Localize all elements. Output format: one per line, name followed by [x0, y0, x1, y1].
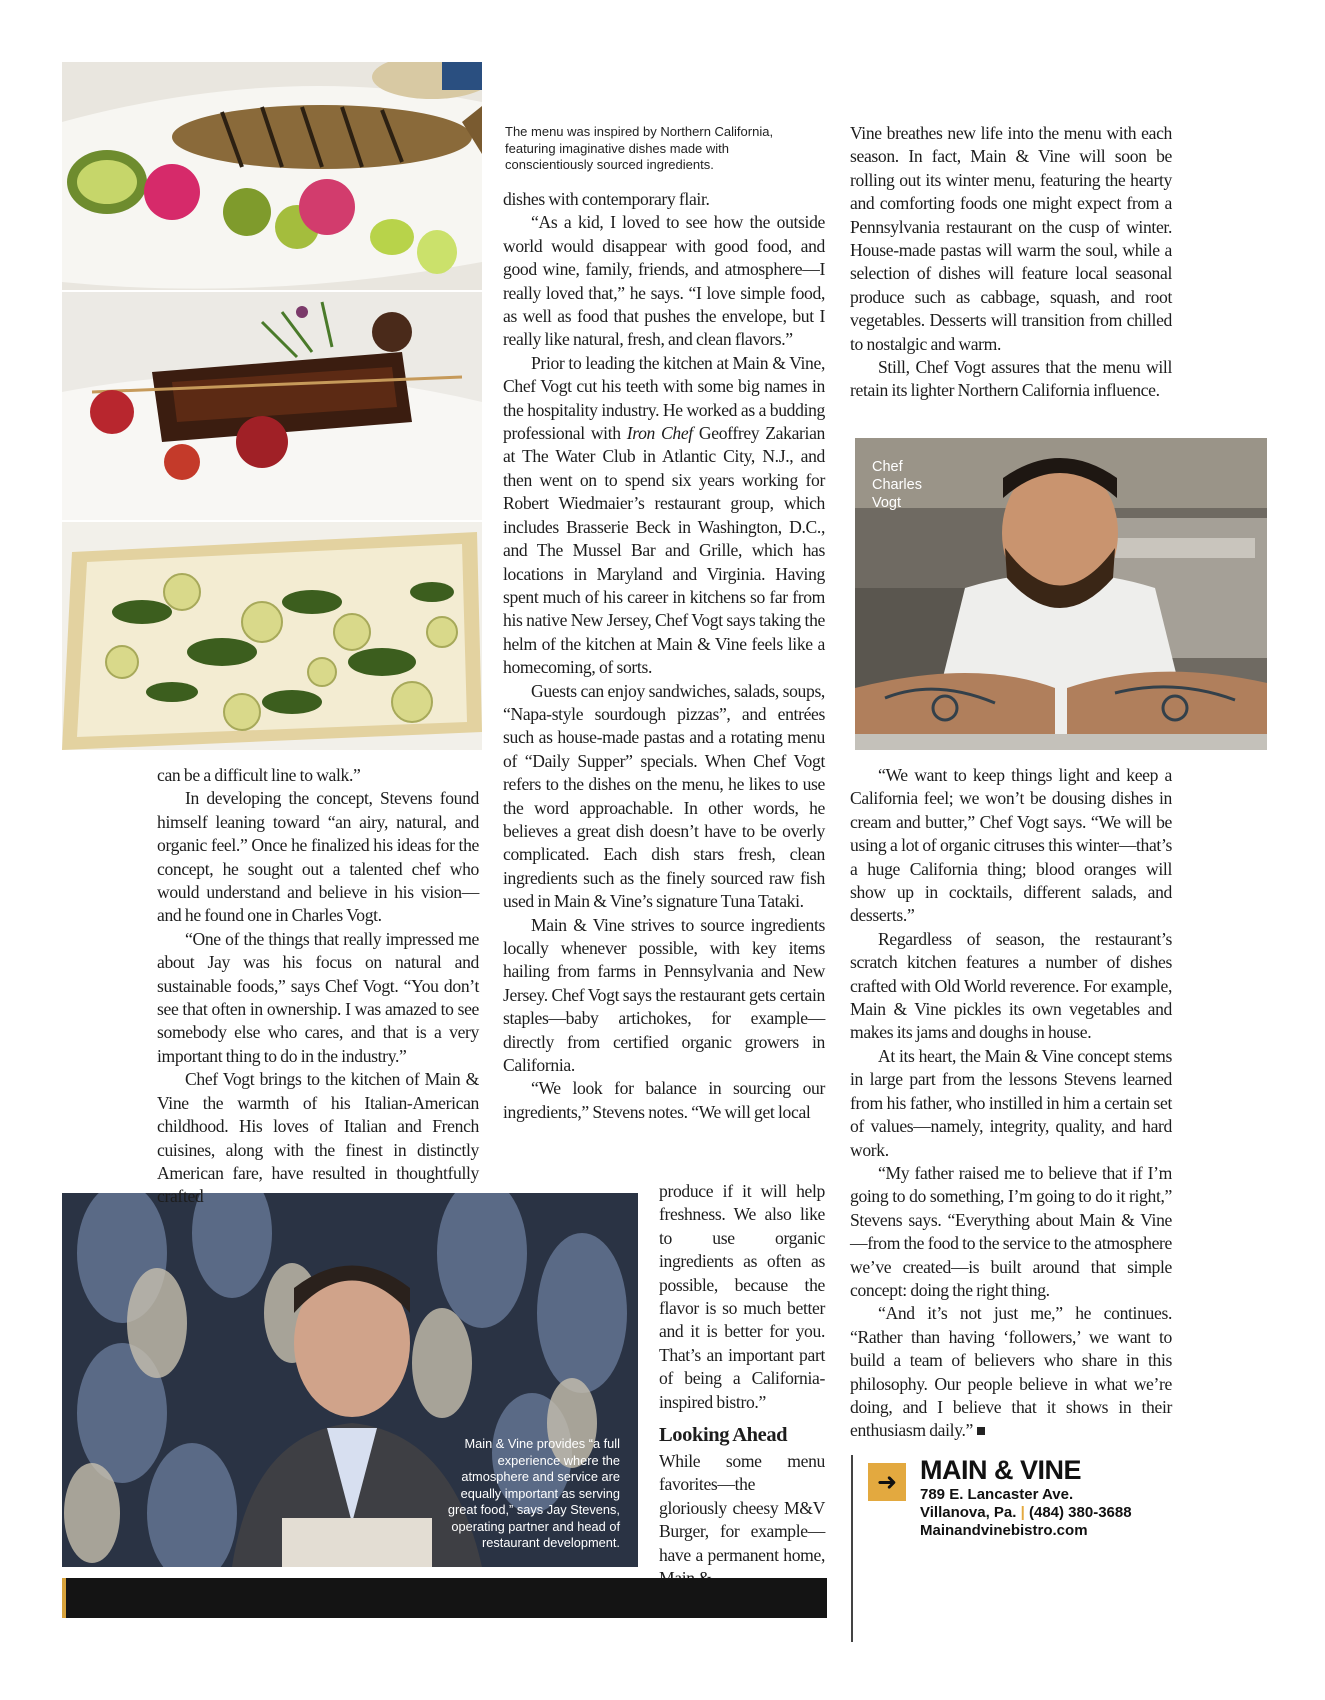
- restaurant-city-phone: [920, 1504, 1132, 1522]
- article-column-2-continued: [659, 1180, 825, 1591]
- article-column-3-lower: [850, 764, 1172, 1443]
- paragraph: produce if it will help freshness. We also like to use organic ingredients as often as possible, because the flavor is so much better and it is better for you. That’s an important part of being a California-inspired bistro.”: [659, 1181, 825, 1412]
- photo-grilled-skewer: [62, 292, 482, 520]
- article-column-3: [850, 122, 1172, 403]
- paragraph: [850, 1302, 1172, 1442]
- article-column-2: [503, 188, 825, 1124]
- info-divider-line: [851, 1455, 853, 1642]
- paragraph: “One of the things that really impressed me about Jay was his focus on natural and sustainable foods,” says Chef Vogt. “You don’t see that often in ownership. I was amazed to see somebody else who cares, and that is a very important thing to do in the industry.”: [157, 928, 479, 1066]
- separator: |: [1020, 1504, 1025, 1521]
- restaurant-website[interactable]: Mainandvinebistro.com: [920, 1522, 1088, 1539]
- show-title: Iron Chef: [626, 423, 693, 444]
- paragraph: “My father raised me to believe that if I’m going to do something, I’m going to do it right,” Stevens says. “Everything about Main & Vine—from the food to the service to the atmosphere we’ve created—is built around that simple concept: doing the right thing.: [850, 1162, 1172, 1300]
- footer-bar: [62, 1578, 827, 1618]
- chef-caption-line: Chef: [872, 459, 903, 475]
- paragraph: At its heart, the Main & Vine concept stems in large part from the lessons Stevens learned from his father, who instilled in him a certain set of values—namely, integrity, quality, and hard work.: [850, 1045, 1172, 1160]
- chef-photo-caption: [872, 458, 922, 512]
- end-mark: [977, 1427, 985, 1435]
- paragraph: While some menu favorites—the gloriously cheesy M&V Burger, for example—have a permanent home,: [659, 1451, 825, 1565]
- chef-caption-line: Vogt: [872, 495, 902, 511]
- text-run: “And it’s not just me,” he continues. “Rather than having ‘followers,’ we want to build a team of believers who share in this philosophy. Our people believe in what we’re doing, and I believe that it shows in their enthusiasm daily.”: [850, 1303, 1172, 1441]
- text-run: Geoffrey Zakarian at The Water Club in Atlantic City, N.J., and then went on to spend six years working for Robert Wiedmaier’s restaurant group, which includes Brasserie Beck in Washington, D.C., and The Mussel Bar and Grille, which has locations in Maryland and Virginia. Having spent much of his career in kitchens so far from his native New Jersey, Chef Vogt says taking the helm of the kitchen at Main & Vine feels like a homecoming, of sorts.: [503, 423, 825, 678]
- paragraph: Regardless of season, the restaurant’s scratch kitchen features a number of dishes crafted with Old World reverence. For example, Main & Vine pickles its own vegetables and makes its jams and doughs in house.: [850, 928, 1172, 1043]
- footer-bar-accent: [62, 1578, 66, 1618]
- section-heading: Looking Ahead: [659, 1424, 788, 1447]
- paragraph: Vine breathes new life into the menu with each season. In fact, Main & Vine will soon be rolling out its winter menu, featuring the hearty and comforting foods one might expect from a Pennsylvania restaurant on the cusp of winter. House-made pastas will warm the soul, while a selection of dishes will feature local seasonal produce such as cabbage, squash, and root vegetables. Desserts will transition from chilled to nostalgic and warm.: [850, 123, 1172, 354]
- paragraph: Main & Vine strives to source ingredients locally whenever possible, with key items hailing from farms in Pennsylvania and New Jersey. Chef Vogt says the restaurant gets certain staples—baby artichokes, for example—directly from certified organic growers in California.: [503, 914, 825, 1076]
- restaurant-city: Villanova, Pa.: [920, 1504, 1017, 1521]
- paragraph: Chef Vogt brings to the kitchen of Main & Vine the warmth of his Italian-American childhood. His loves of Italian and French cuisines, along with the finest in distinctly American fare, have resulted in thoughtfully crafted: [157, 1069, 479, 1207]
- paragraph: Still, Chef Vogt assures that the menu will retain its lighter Northern California influence.: [850, 357, 1172, 401]
- photo-flatbread-pizza: [62, 522, 482, 750]
- paragraph: “We look for balance in sourcing our ingredients,” Stevens notes. “We will get local: [503, 1078, 825, 1122]
- photo-grilled-fish: [62, 62, 482, 290]
- restaurant-phone: (484) 380-3688: [1029, 1504, 1132, 1521]
- paragraph: dishes with contemporary flair.: [503, 189, 710, 209]
- restaurant-address: 789 E. Lancaster Ave.: [920, 1486, 1074, 1503]
- paragraph: [503, 352, 825, 680]
- restaurant-name: MAIN & VINE: [920, 1455, 1082, 1485]
- paragraph: “We want to keep things light and keep a California feel; we won’t be dousing dishes in cream and butter,” Chef Vogt says. “We will be using a lot of organic citruses this winter—that’s a huge California thing; blood oranges will show up in cocktails, different salads, and desserts.”: [850, 765, 1172, 926]
- menu-photo-caption: The menu was inspired by Northern California, featuring imaginative dishes made with conscientiously sourced ingredients.: [505, 124, 774, 172]
- article-column-1: [157, 764, 479, 1209]
- arrow-right-icon: ➜: [876, 1468, 898, 1496]
- chef-caption-line: Charles: [872, 477, 922, 493]
- paragraph: In developing the concept, Stevens found himself leaning toward “an airy, natural, and organic feel.” Once he finalized his ideas for the concept, he sought out a talented chef who would understand and believe in his vision—and he found one in Charles Vogt.: [157, 788, 479, 926]
- restaurant-info: [920, 1454, 1132, 1540]
- jay-photo-caption: Main & Vine provides “a full experience where the atmosphere and service are equally important as serving great food,” says Jay Stevens, operating partner and head of restaurant development.: [447, 1436, 620, 1550]
- text-run: Prior to leading the kitchen at Main & Vine, Chef Vogt cut his teeth with some big names in the hospitality industry. He worked as a budding professional with: [503, 352, 825, 444]
- paragraph: can be a difficult line to walk.”: [157, 765, 361, 785]
- info-arrow-box: [868, 1463, 906, 1501]
- paragraph: “As a kid, I loved to see how the outside world would disappear with good food, and good wine, family, friends, and atmosphere—I really loved that,” he says. “I love simple food, as well as food that pushes the envelope, but I really like natural, fresh, and clean flavors.”: [503, 212, 825, 350]
- paragraph: Guests can enjoy sandwiches, salads, soups, “Napa-style sourdough pizzas”, and entrées such as house-made pastas and a rotating menu of “Daily Supper” specials. When Chef Vogt refers to the dishes on the menu, he likes to use the word approachable. In other words, he believes a great dish doesn’t have to be overly complicated. Each dish stars fresh, clean ingredients such as the finely sourced raw fish used in Main & Vine’s signature Tuna Tataki.: [503, 680, 825, 912]
